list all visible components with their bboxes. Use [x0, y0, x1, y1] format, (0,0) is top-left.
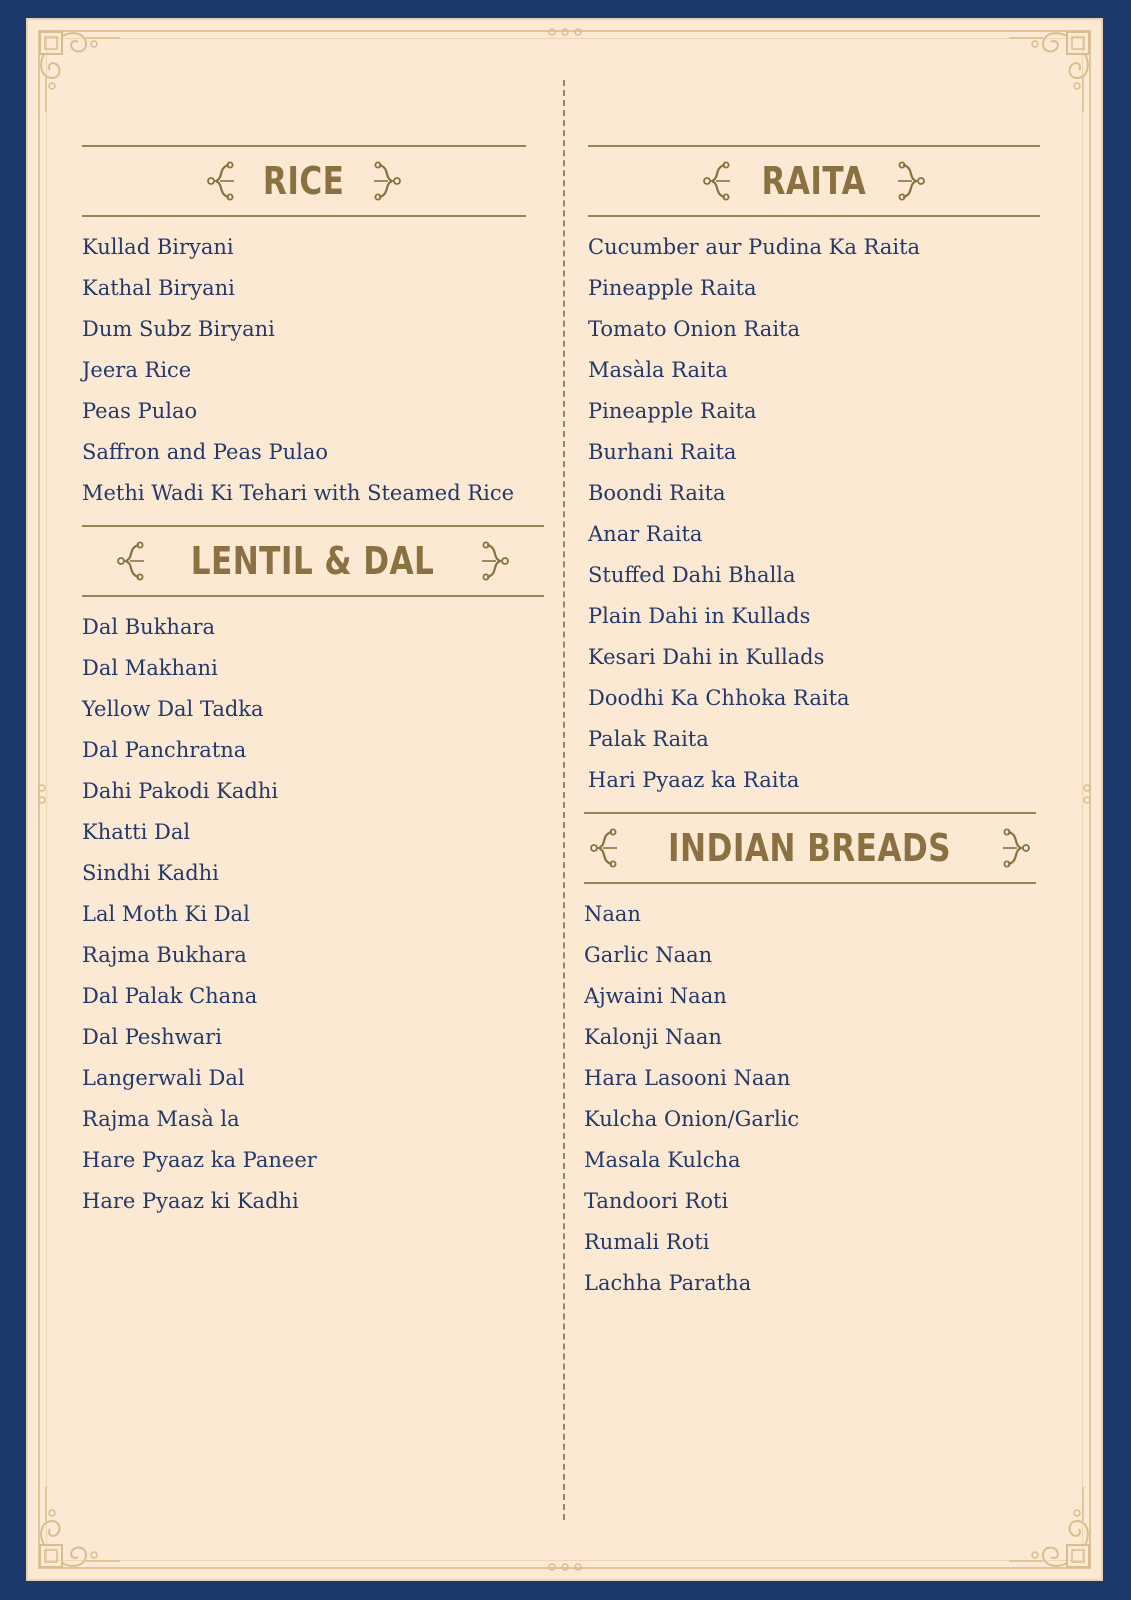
menu-item: Kathal Biryani: [82, 276, 235, 300]
menu-item: Peas Pulao: [82, 399, 198, 423]
item-list: [82, 231, 544, 509]
menu-item: Dal Panchratna: [82, 738, 247, 762]
section-lentil-dal: [82, 525, 544, 1217]
flourish-right-icon: [480, 541, 510, 581]
item-list: [584, 898, 1054, 1299]
menu-item: Kesari Dahi in Kullads: [588, 645, 825, 669]
menu-item: Dal Peshwari: [82, 1025, 222, 1049]
menu-item: Langerwali Dal: [82, 1066, 245, 1090]
corner-ornament-icon: [34, 1483, 124, 1573]
section-heading: [588, 145, 1040, 217]
menu-item: Palak Raita: [588, 727, 709, 751]
flourish-left-icon: [589, 828, 619, 868]
menu-item: Stuffed Dahi Bhalla: [588, 563, 796, 587]
section-title: INDIAN BREADS: [668, 826, 952, 870]
menu-item: Dal Bukhara: [82, 615, 216, 639]
section-heading: [82, 525, 544, 597]
menu-item: Garlic Naan: [584, 943, 713, 967]
menu-page: [26, 18, 1103, 1581]
menu-item: Yellow Dal Tadka: [82, 697, 264, 721]
flourish-right-icon: [372, 161, 402, 201]
menu-item: Saffron and Peas Pulao: [82, 440, 328, 464]
menu-item: Methi Wadi Ki Tehari with Steamed Rice: [82, 481, 515, 505]
menu-item: Rajma Bukhara: [82, 943, 247, 967]
menu-item: Kullad Biryani: [82, 235, 234, 259]
section-title: RAITA: [761, 159, 867, 203]
bottom-ornament-icon: [542, 1559, 588, 1575]
menu-item: Sindhi Kadhi: [82, 861, 219, 885]
flourish-left-icon: [206, 161, 236, 201]
menu-item: Pineapple Raita: [588, 276, 757, 300]
menu-item: Rumali Roti: [584, 1230, 710, 1254]
section-title: RICE: [263, 159, 345, 203]
menu-item: Lachha Paratha: [584, 1271, 752, 1295]
menu-item: Lal Moth Ki Dal: [82, 902, 250, 926]
menu-item: Masala Kulcha: [584, 1148, 741, 1172]
corner-ornament-icon: [34, 26, 124, 116]
menu-item: Doodhi Ka Chhoka Raita: [588, 686, 850, 710]
flourish-left-icon: [116, 541, 146, 581]
flourish-left-icon: [702, 161, 732, 201]
column-divider: [563, 80, 565, 1520]
menu-item: Boondi Raita: [588, 481, 726, 505]
menu-item: Burhani Raita: [588, 440, 737, 464]
menu-item: Dahi Pakodi Kadhi: [82, 779, 279, 803]
right-ornament-icon: [1079, 778, 1095, 818]
left-ornament-icon: [34, 778, 50, 818]
menu-item: Hara Lasooni Naan: [584, 1066, 791, 1090]
menu-item: Kalonji Naan: [584, 1025, 722, 1049]
menu-item: Dal Palak Chana: [82, 984, 258, 1008]
section-heading: [584, 812, 1036, 884]
menu-item: Naan: [584, 902, 641, 926]
menu-item: Dum Subz Biryani: [82, 317, 275, 341]
corner-ornament-icon: [1005, 1483, 1095, 1573]
top-ornament-icon: [542, 24, 588, 40]
item-list: [82, 611, 544, 1217]
menu-item: Pineapple Raita: [588, 399, 757, 423]
item-list: [588, 231, 1054, 796]
menu-item: Hare Pyaaz ka Paneer: [82, 1148, 317, 1172]
menu-item: Kulcha Onion/Garlic: [584, 1107, 800, 1131]
menu-item: Hari Pyaaz ka Raita: [588, 768, 800, 792]
menu-item: Dal Makhani: [82, 656, 218, 680]
menu-item: Khatti Dal: [82, 820, 191, 844]
menu-item: Rajma Masà la: [82, 1107, 240, 1131]
menu-item: Tomato Onion Raita: [588, 317, 800, 341]
flourish-right-icon: [1001, 828, 1031, 868]
menu-item: Masàla Raita: [588, 358, 728, 382]
section-heading: [82, 145, 526, 217]
left-column: [82, 145, 544, 1233]
menu-item: Anar Raita: [588, 522, 703, 546]
corner-ornament-icon: [1005, 26, 1095, 116]
menu-item: Jeera Rice: [82, 358, 192, 382]
menu-item: Plain Dahi in Kullads: [588, 604, 811, 628]
section-raita: [588, 145, 1054, 796]
section-rice: [82, 145, 544, 509]
menu-item: Tandoori Roti: [584, 1189, 729, 1213]
section-title: LENTIL & DAL: [191, 539, 435, 583]
section-indian-breads: [584, 812, 1054, 1299]
flourish-right-icon: [896, 161, 926, 201]
right-column: [584, 145, 1054, 1315]
menu-item: Hare Pyaaz ki Kadhi: [82, 1189, 299, 1213]
menu-item: Cucumber aur Pudina Ka Raita: [588, 235, 921, 259]
menu-item: Ajwaini Naan: [584, 984, 727, 1008]
